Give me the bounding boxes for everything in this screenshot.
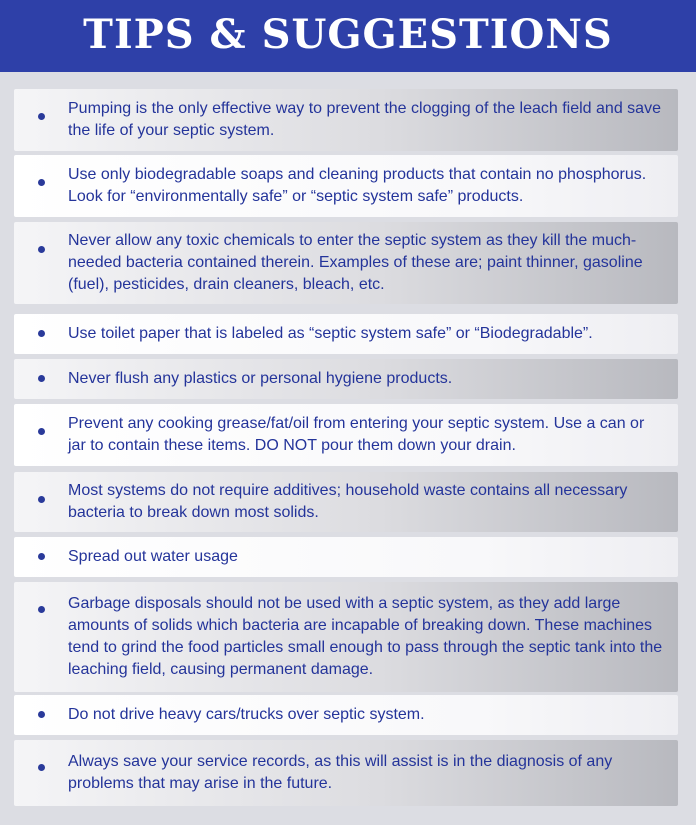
bullet-icon bbox=[38, 553, 45, 560]
bullet-icon bbox=[38, 330, 45, 337]
tip-item bbox=[14, 155, 678, 217]
tips-list bbox=[0, 72, 696, 825]
bullet-icon bbox=[38, 375, 45, 382]
bullet-icon bbox=[38, 428, 45, 435]
tip-text: Pumping is the only effective way to prevent the clogging of the leach field and save the life of your septic system. bbox=[68, 100, 661, 139]
tip-item bbox=[14, 404, 678, 466]
page-title: TIPS & SUGGESTIONS bbox=[83, 10, 613, 58]
tip-text: Use only biodegradable soaps and cleaning products that contain no phosphorus. Look for “environmentally safe” or “septic system safe” products. bbox=[68, 166, 647, 205]
tip-text: Do not drive heavy cars/trucks over septic system. bbox=[68, 706, 425, 723]
tip-item bbox=[14, 582, 678, 692]
bullet-icon bbox=[38, 179, 45, 186]
header-banner bbox=[0, 0, 696, 72]
tip-item bbox=[14, 537, 678, 577]
tip-text: Always save your service records, as this will assist is in the diagnosis of any problems that may arise in the future. bbox=[68, 753, 613, 792]
bullet-icon bbox=[38, 246, 45, 253]
tip-item bbox=[14, 472, 678, 532]
tip-text: Prevent any cooking grease/fat/oil from entering your septic system. Use a can or jar to contain these items. DO NOT pour them down your drain. bbox=[68, 415, 645, 454]
bullet-icon bbox=[38, 496, 45, 503]
tip-text: Spread out water usage bbox=[68, 548, 238, 565]
tip-item bbox=[14, 740, 678, 806]
tip-item bbox=[14, 222, 678, 304]
tip-text: Garbage disposals should not be used with a septic system, as they add large amounts of solids which bacteria are incapable of breaking down. These machines tend to grind the food particles small enough to pass through the septic tank into the leaching field, causing permanent damage. bbox=[68, 595, 663, 678]
tip-item bbox=[14, 89, 678, 151]
tip-item bbox=[14, 359, 678, 399]
tip-text: Most systems do not require additives; household waste contains all necessary bacteria to break down most solids. bbox=[68, 482, 628, 521]
tip-item bbox=[14, 695, 678, 735]
bullet-icon bbox=[38, 711, 45, 718]
bullet-icon bbox=[38, 113, 45, 120]
tip-text: Never allow any toxic chemicals to enter the septic system as they kill the much-needed bacteria contained therein. Examples of these are; paint thinner, gasoline (fuel), pesticides, drain cleaners, bleach, etc. bbox=[68, 232, 643, 293]
bullet-icon bbox=[38, 764, 45, 771]
tip-text: Never flush any plastics or personal hygiene products. bbox=[68, 370, 453, 387]
tip-item bbox=[14, 314, 678, 354]
tip-text: Use toilet paper that is labeled as “septic system safe” or “Biodegradable”. bbox=[68, 325, 593, 342]
bullet-icon bbox=[38, 606, 45, 613]
